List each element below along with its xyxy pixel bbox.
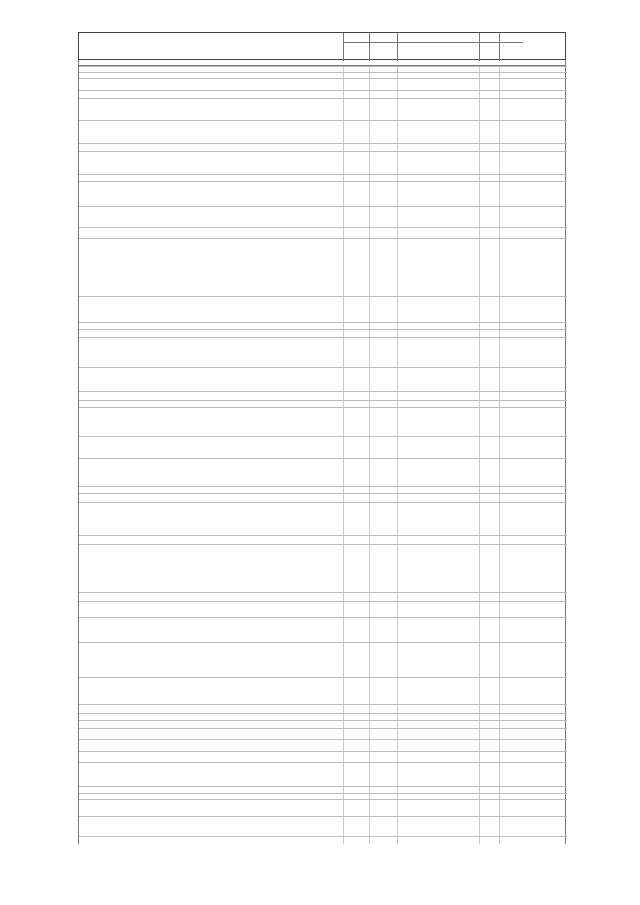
row-border	[79, 786, 567, 787]
row-border	[79, 407, 567, 408]
row-border	[79, 704, 567, 705]
row-border	[79, 66, 567, 67]
row-border	[79, 739, 567, 740]
row-border	[79, 713, 567, 714]
row-border	[79, 181, 567, 182]
row-border	[79, 836, 567, 837]
row-border	[79, 120, 567, 121]
header-divider	[499, 33, 500, 61]
row-border	[79, 174, 567, 175]
row-border	[79, 816, 567, 817]
page-number	[0, 858, 640, 870]
row-border	[79, 337, 567, 338]
row-border	[79, 642, 567, 643]
header-divider	[343, 33, 344, 61]
row-border	[79, 458, 567, 459]
row-border	[79, 78, 567, 79]
row-border	[79, 322, 567, 323]
row-border	[79, 486, 567, 487]
row-border	[79, 751, 567, 752]
row-border	[79, 799, 567, 800]
row-border	[79, 329, 567, 330]
row-border	[79, 601, 567, 602]
row-border	[79, 98, 567, 99]
budget-table	[78, 32, 566, 844]
header-divider	[369, 33, 370, 61]
row-border	[79, 367, 567, 368]
row-border	[79, 762, 567, 763]
row-border	[79, 238, 567, 239]
row-border	[79, 793, 567, 794]
row-border	[79, 400, 567, 401]
row-border	[79, 143, 567, 144]
row-border	[79, 728, 567, 729]
header-divider	[397, 33, 398, 61]
row-border	[79, 391, 567, 392]
row-border	[79, 535, 567, 536]
header-divider	[479, 33, 480, 61]
row-border	[79, 544, 567, 545]
row-border	[79, 206, 567, 207]
row-border	[79, 72, 567, 73]
row-border	[79, 592, 567, 593]
header-group-rule	[343, 42, 523, 43]
row-border	[79, 90, 567, 91]
row-border	[79, 720, 567, 721]
table-header	[78, 32, 566, 60]
row-border	[79, 227, 567, 228]
row-border	[79, 151, 567, 152]
row-border	[79, 436, 567, 437]
row-border	[79, 677, 567, 678]
row-border	[79, 493, 567, 494]
row-border	[79, 296, 567, 297]
row-border	[79, 502, 567, 503]
row-border	[79, 617, 567, 618]
table-body	[78, 66, 566, 844]
